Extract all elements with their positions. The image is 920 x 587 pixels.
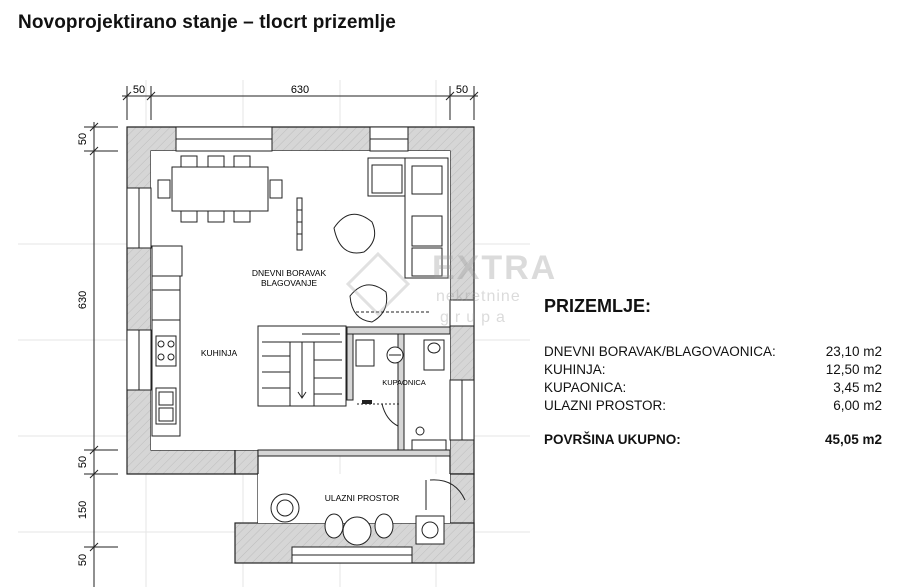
legend-total-row xyxy=(544,431,882,449)
dim-top-middle: 630 xyxy=(290,84,310,96)
dim-left-entry: 150 xyxy=(77,500,89,520)
legend-row xyxy=(544,361,882,379)
dim-left-bottom: 50 xyxy=(77,553,89,567)
legend-heading: PRIZEMLJE: xyxy=(544,296,652,316)
dim-left-top: 50 xyxy=(77,132,89,146)
staircase xyxy=(258,326,346,406)
legend-label: KUPAONICA: xyxy=(544,380,627,395)
legend-value: 12,50 m2 xyxy=(825,362,882,377)
room-label-bathroom: KUPAONICA xyxy=(382,378,426,387)
room-label-entry: ULAZNI PROSTOR xyxy=(324,493,400,503)
svg-text:EXTRA: EXTRA xyxy=(432,249,558,287)
page-title: Novoprojektirano stanje – tlocrt prizemlje xyxy=(18,12,396,33)
room-label-living: DNEVNI BORAVAK xyxy=(251,268,327,278)
legend-row xyxy=(544,397,882,415)
left-dimension-line xyxy=(84,122,118,587)
dim-left-middle: 630 xyxy=(77,290,89,310)
legend-total-value: 45,05 m2 xyxy=(824,432,882,447)
kitchen-counter xyxy=(152,246,182,436)
legend-row xyxy=(544,343,882,361)
dim-left-lower: 50 xyxy=(77,455,89,469)
legend-row xyxy=(544,379,882,397)
legend-value: 3,45 m2 xyxy=(833,380,882,395)
legend-total-label: POVRŠINA UKUPNO: xyxy=(544,432,681,447)
legend-value: 6,00 m2 xyxy=(833,398,882,413)
dim-top-right: 50 xyxy=(455,84,469,96)
svg-text:nekretnine: nekretnine xyxy=(436,288,521,305)
svg-text:grupa: grupa xyxy=(440,309,511,326)
area-legend xyxy=(544,296,882,449)
legend-label: ULAZNI PROSTOR: xyxy=(544,398,667,413)
legend-label: DNEVNI BORAVAK/BLAGOVAONICA: xyxy=(544,344,776,359)
room-label-dining: BLAGOVANJE xyxy=(260,278,318,288)
dim-top-left: 50 xyxy=(132,84,146,96)
legend-value: 23,10 m2 xyxy=(825,344,882,359)
room-label-kitchen: KUHINJA xyxy=(200,348,238,358)
floor-lamp xyxy=(297,198,302,250)
legend-label: KUHINJA: xyxy=(544,362,606,377)
